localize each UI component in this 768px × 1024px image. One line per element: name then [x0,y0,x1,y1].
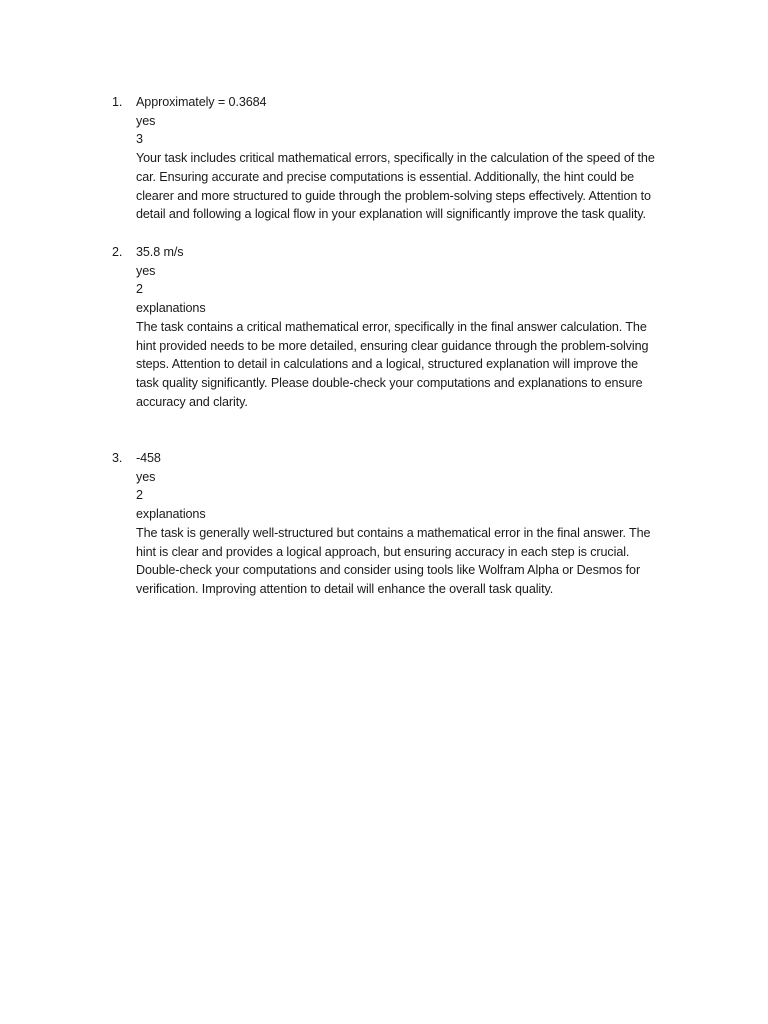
feedback-line: The task contains a critical mathematical error, specifically in the final answer calculation. The [136,319,647,334]
verdict-text: yes [136,113,156,128]
score-text: 2 [136,282,143,297]
feedback-line: accuracy and clarity. [136,394,248,409]
list-item-body [136,93,676,224]
list-item-body [136,243,676,411]
score-text: 3 [136,132,143,147]
answer-text: 35.8 m/s [136,245,184,259]
feedback-line: steps. Attention to detail in calculations and a logical, structured explanation will improve the [136,357,639,372]
feedback-line: detail and following a logical flow in your explanation will significantly improve the task quality. [136,207,646,222]
feedback-line: clearer and more structured to guide through the problem-solving steps effectively. Attention to [136,188,651,203]
verdict-text: yes [136,469,156,484]
feedback-line: car. Ensuring accurate and precise computations is essential. Additionally, the hint could be [136,169,635,184]
feedback-line: The task is generally well-structured but contains a mathematical error in the final answer. The [136,525,651,540]
category-text: explanations [136,507,206,522]
score-text: 2 [136,488,143,503]
verdict-text: yes [136,263,156,278]
feedback-line: hint is clear and provides a logical approach, but ensuring accuracy in each step is crucial. [136,544,630,559]
feedback-line: verification. Improving attention to detail will enhance the overall task quality. [136,581,554,596]
list-item-number: 1. [112,95,123,109]
category-text: explanations [136,301,206,316]
feedback-line: hint provided needs to be more detailed, ensuring clear guidance through the problem-solving [136,338,649,353]
list-item-number: 3. [112,451,123,465]
feedback-line: task quality significantly. Please double-check your computations and explanations to ensure [136,375,643,390]
answer-text: -458 [136,451,161,465]
feedback-line: Your task includes critical mathematical errors, specifically in the calculation of the speed of the [136,151,655,166]
answer-text: Approximately = 0.3684 [136,95,267,109]
list-item-body [136,449,676,599]
list-item-number: 2. [112,245,123,259]
feedback-line: Double-check your computations and consider using tools like Wolfram Alpha or Desmos for [136,563,641,578]
